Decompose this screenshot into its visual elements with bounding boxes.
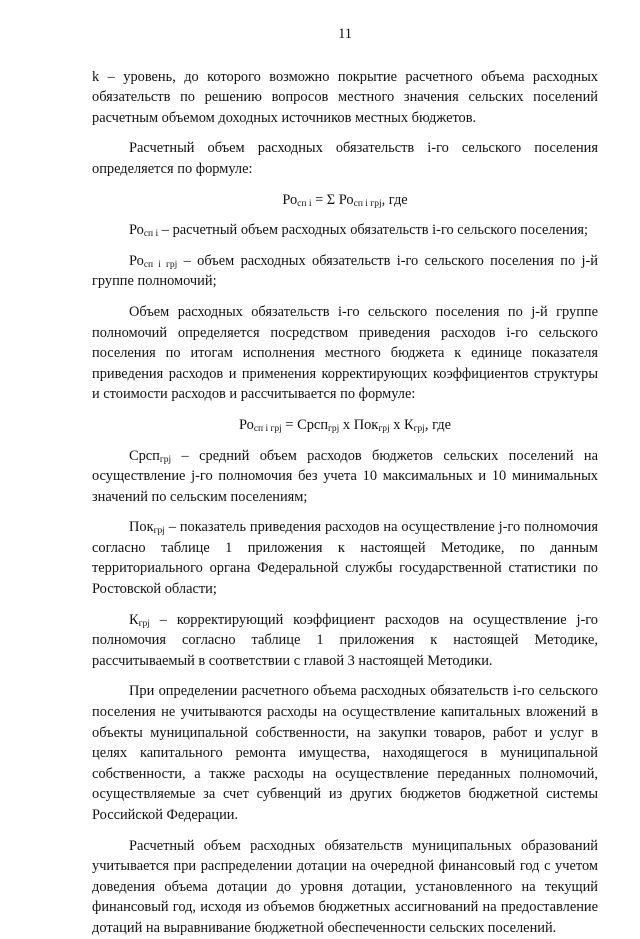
paragraph-group-obligations: Объем расходных обязательств i-го сельского поселения по j-й группе полномочий определяется посредством приведения расходов i-го сельского поселения по итогам исполнения местного бюджета к единице показателя приведения расходов и применения корректирующих коэффициентов структуры и стоимости расходов и рассчитывается по формуле:: [92, 303, 598, 403]
paragraph-exclusions: При определении расчетного объема расходных обязательств i-го сельского поселения не учитываются расходы на осуществление капитальных вложений в объекты муниципальной собственности, на закупки товаров, работ и услуг в целях капитального ремонта имущества, находящегося в муниципальной собственности, а также расходы на осуществление переданных полномочий, осуществляемые за счет субвенций из других бюджетов бюджетной системы Российской Федерации.: [92, 683, 598, 823]
formula-group-obligations: $Ро_{сп i грj}$ = Срсп$_{грj}$ х Пок$_{грj}$ х $К_{грj}$, где: [239, 416, 451, 434]
definition-pok-grj: Пок$_{грj}$ – показатель приведения расходов на осуществление j-го полномочия согласно таблице 1 приложения к настоящей Методике, по данным территориального органа Федеральной службы государственной статистики по Ростовской области;: [92, 519, 598, 598]
paragraph-subsidy-distribution: Расчетный объем расходных обязательств муниципальных образований учитывается при распределении дотации на очередной финансовый год с учетом доведения объема дотации до уровня дотации, установленного на текущий финансовый год, исходя из объемов бюджетных ассигнований на предоставление дотаций на выравнивание бюджетной обеспеченности сельских поселений.: [92, 837, 598, 936]
paragraph-k-definition: k – уровень, до которого возможно покрытие расчетного объема расходных обязательств по решению вопросов местного значения сельских поселений расчетным объемом доходных источников местных бюджетов.: [92, 68, 598, 126]
definition-ro-sp-i-grj: $Ро_{сп i грj}$ – объем расходных обязательств i-го сельского поселения по j-й группе полномочий;: [92, 252, 599, 290]
definition-k-grj: $К_{грj}$ – корректирующий коэффициент расходов на осуществление j-го полномочия согласно таблице 1 приложения к настоящей Методике, рассчитываемый в соответствии с главой 3 настоящей Методики.: [92, 611, 598, 669]
paragraph-formula-intro: Расчетный объем расходных обязательств i-го сельского поселения определяется по формуле:: [92, 140, 598, 177]
formula-total-obligations: $Ро_{сп i} = \Sigma$ $Ро_{сп i грj}$, где: [282, 191, 408, 209]
definition-ro-sp-i: $Ро_{сп i}$ – расчетный объем расходных обязательств i-го сельского поселения;: [129, 222, 588, 240]
page-number: 11: [338, 26, 352, 42]
definition-srsp-grj: Срсп$_{грj}$ – средний объем расходов бюджетов сельских поселений на осуществление j-го полномочия без учета 10 максимальных и 10 минимальных значений по сельским поселениям;: [92, 447, 598, 505]
